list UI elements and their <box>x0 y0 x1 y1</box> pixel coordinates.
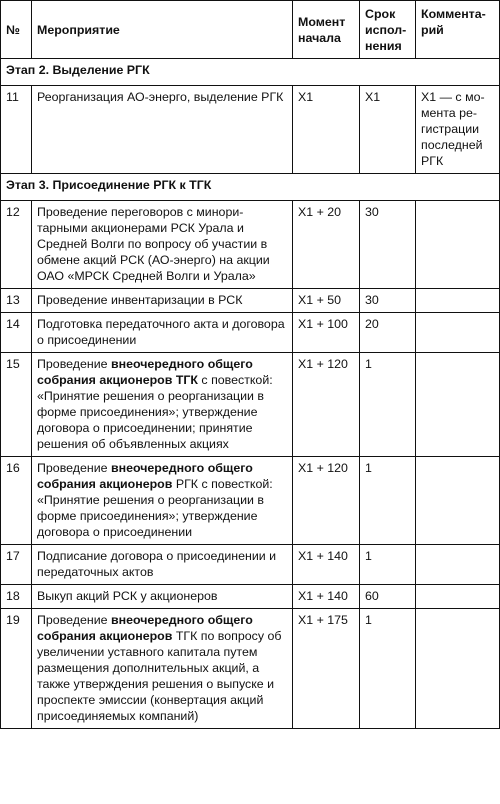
row-event: Реорганизация АО-энерго, выделение РГК <box>32 86 293 174</box>
row-comment <box>416 457 500 545</box>
table-row <box>1 313 500 353</box>
row-start: X1 + 140 <box>293 545 360 585</box>
row-comment <box>416 313 500 353</box>
row-duration: 30 <box>360 201 416 289</box>
event-text: Проведение <box>37 461 111 475</box>
row-start: X1 + 100 <box>293 313 360 353</box>
row-comment <box>416 201 500 289</box>
row-number: 11 <box>1 86 32 174</box>
row-start: X1 <box>293 86 360 174</box>
row-number: 13 <box>1 289 32 313</box>
row-comment <box>416 353 500 457</box>
row-event: Выкуп акций РСК у акционеров <box>32 585 293 609</box>
row-duration: 30 <box>360 289 416 313</box>
row-duration: 1 <box>360 353 416 457</box>
header-duration: Срок исполнения <box>360 1 416 59</box>
event-text: с повесткой: «Принятие решения о реорганизации в форме присоединения»; утверждение договора о присоединении; принятие решения об объявленных акциях <box>37 373 273 451</box>
header-start: Момент начала <box>293 1 360 59</box>
table-row <box>1 609 500 729</box>
row-event: Проведение переговоров с миноритарными акционерами РСК Урала и Средней Волги по вопросу об участии в обмене акций РСК (АО-энерго) на акции ОАО «МРСК Средней Волги и Урала» <box>32 201 293 289</box>
header-no: № <box>1 1 32 59</box>
table-row <box>1 545 500 585</box>
header-event: Мероприятие <box>32 1 293 59</box>
row-comment <box>416 289 500 313</box>
row-comment <box>416 585 500 609</box>
row-start: X1 + 120 <box>293 457 360 545</box>
row-event: Подписание договора о присоединении и передаточных актов <box>32 545 293 585</box>
event-text: РГК с повесткой: «Принятие решения о реорганизации в форме присоединения»; утверждение договора о присоединении <box>37 477 273 539</box>
row-number: 16 <box>1 457 32 545</box>
table-row <box>1 86 500 174</box>
event-text: Проведение <box>37 613 111 627</box>
table-row <box>1 457 500 545</box>
row-start: X1 + 140 <box>293 585 360 609</box>
row-start: X1 + 120 <box>293 353 360 457</box>
row-start: X1 + 20 <box>293 201 360 289</box>
row-event: Подготовка передаточного акта и договора о присоединении <box>32 313 293 353</box>
event-text: ТГК по вопросу об увеличении уставного капитала путем размещения дополнительных акций, а также утверждения решения о выпуске и проспекте эмиссии (конвертация акций присоединяемых компаний) <box>37 629 282 723</box>
row-comment <box>416 609 500 729</box>
row-duration: 1 <box>360 457 416 545</box>
header-row <box>1 1 500 59</box>
row-duration: 1 <box>360 545 416 585</box>
stage-title: Этап 3. Присоединение РГК к ТГК <box>1 174 500 201</box>
table-row <box>1 201 500 289</box>
event-bold-text: внеочередного общего собрания акционеров ТГК <box>37 357 253 387</box>
stage-title: Этап 2. Выделение РГК <box>1 59 500 86</box>
row-number: 15 <box>1 353 32 457</box>
stage-row <box>1 59 500 86</box>
row-event <box>32 609 293 729</box>
row-duration: 1 <box>360 609 416 729</box>
row-duration: 20 <box>360 313 416 353</box>
table-row <box>1 289 500 313</box>
row-comment: X1 — с момента регистрации последней РГК <box>416 86 500 174</box>
row-number: 14 <box>1 313 32 353</box>
event-bold-text: внеочередного общего собрания акционеров <box>37 613 253 643</box>
row-number: 19 <box>1 609 32 729</box>
row-event <box>32 353 293 457</box>
event-bold-text: внеочередного общего собрания акционеров <box>37 461 253 491</box>
header-comment: Комментарий <box>416 1 500 59</box>
table-row <box>1 585 500 609</box>
row-start: X1 + 50 <box>293 289 360 313</box>
event-text: Проведение <box>37 357 111 371</box>
table-row <box>1 353 500 457</box>
row-number: 12 <box>1 201 32 289</box>
row-number: 17 <box>1 545 32 585</box>
row-start: X1 + 175 <box>293 609 360 729</box>
stage-row <box>1 174 500 201</box>
row-number: 18 <box>1 585 32 609</box>
row-comment <box>416 545 500 585</box>
row-event <box>32 457 293 545</box>
row-event: Проведение инвентаризации в РСК <box>32 289 293 313</box>
row-duration: 60 <box>360 585 416 609</box>
row-duration: X1 <box>360 86 416 174</box>
